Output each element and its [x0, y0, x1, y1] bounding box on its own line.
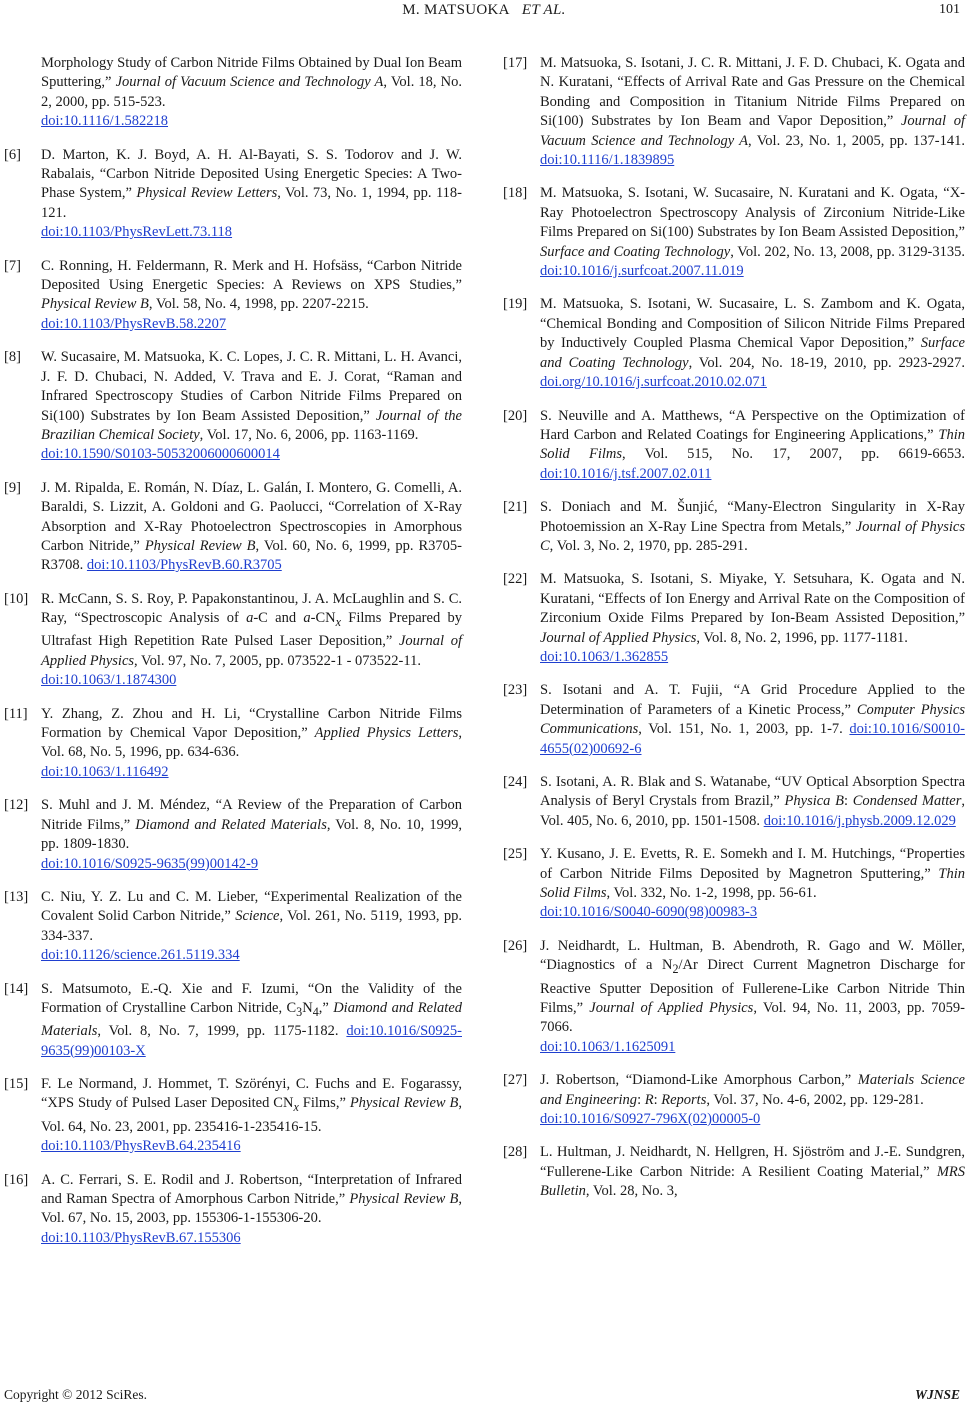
reference-continuation: [4, 54, 462, 132]
reference-number: [22]: [503, 571, 528, 588]
reference-number: [6]: [4, 146, 21, 163]
reference-entry: [503, 773, 965, 831]
reference-text: M. Matsuoka, S. Isotani, J. C. R. Mittani, J. F. D. Chubaci, K. Ogata and N. Kuratani, “Effects of Arrival Rate and Gas Pressure on the Chemical Bonding and Composition in Titanium Nitride Films Prepared on Si(100) Substrates by Ion Beam and Vapor Deposition,” Journal of Vacuum Science and Technology A, Vol. 23, No. 1, 2005, pp. 137-141. doi:10.1116/1.1839895: [540, 55, 966, 169]
reference-text: D. Marton, K. J. Boyd, A. H. Al-Bayati, S. S. Todorov and J. W. Rabalais, “Carbon Nitride Deposited Using Energetic Species: A Two-Phase System,” Physical Review Letters, Vol. 73, No. 1, 1994, pp. 118-121. doi:10.1103/PhysRevLett.73.118: [41, 146, 462, 241]
reference-entry: [4, 146, 462, 243]
header-et-al: ET AL.: [521, 2, 566, 18]
doi-link[interactable]: doi:10.1063/1.116492: [41, 763, 169, 780]
reference-entry: [503, 184, 965, 281]
references-right-column: [503, 54, 965, 1216]
reference-number: [14]: [4, 980, 29, 997]
doi-link[interactable]: doi:10.1016/S0925-9635(99)00103-X: [41, 1023, 462, 1059]
reference-entry: [4, 980, 462, 1062]
reference-text: L. Hultman, J. Neidhardt, N. Hellgren, H. Sjöström and J.-E. Sundgren, “Fullerene-Like Carbon Nitride: A Resilient Coating Material,” MRS Bulletin, Vol. 28, No. 3,: [540, 1144, 965, 1200]
reference-entry: [503, 407, 965, 485]
reference-entry: [4, 479, 462, 576]
running-title: [0, 2, 968, 19]
reference-entry: [4, 705, 462, 783]
reference-entry: [4, 1171, 462, 1249]
reference-text: W. Sucasaire, M. Matsuoka, K. C. Lopes, J. C. R. Mittani, L. H. Avanci, J. F. D. Chubaci, N. Added, V. Trava and E. J. Corat, “Raman and Infrared Spectroscopy Studies of Carbon Nitride Films Prepared on Si(100) Substrates by Ion Beam Assisted Deposition,” Journal of the Brazilian Chemical Society, Vol. 17, No. 6, 2006, pp. 1163-1169. doi:10.1590/S0103-50532006000600014: [41, 349, 462, 463]
doi-link[interactable]: doi:10.1016/S0925-9635(99)00142-9: [41, 855, 259, 872]
reference-number: [27]: [503, 1072, 528, 1089]
journal-abbreviation: WJNSE: [914, 1387, 960, 1402]
reference-entry: [503, 295, 965, 392]
reference-text: M. Matsuoka, S. Isotani, W. Sucasaire, L. S. Zambom and K. Ogata, “Chemical Bonding and Composition of Silicon Nitride Films Prepared by Inductively Coupled Plasma Chemical Vapor Deposition,” Surface and Coating Technology, Vol. 204, No. 18-19, 2010, pp. 2923-2927. doi.org/10.1016/j.surfcoat.2010.02.071: [540, 296, 965, 391]
reference-text: R. McCann, S. S. Roy, P. Papakonstantinou, J. A. McLaughlin and S. C. Ray, “Spectroscopic Analysis of a-C and $a-CN_x$ Films Prepared by Ultrafast High Repetition Rate Pulsed Laser Deposition,” Journal of Applied Physics, Vol. 97, No. 7, 2005, pp. 073522-1 - 073522-11. doi:10.1063/1.1874300: [41, 590, 463, 689]
reference-number: [19]: [503, 296, 528, 313]
reference-text: S. Neuville and A. Matthews, “A Perspective on the Optimization of Hard Carbon and Related Coatings for Engineering Applications,” Thin Solid Films, Vol. 515, No. 17, 2007, pp. 6619-6653. doi:10.1016/j.tsf.2007.02.011: [540, 407, 965, 482]
reference-text: S. Doniach and M. Šunjić, “Many-Electron Singularity in X-Ray Photoemission an X-Ray Line Spectra from Metals,” Journal of Physics C, Vol. 3, No. 2, 1970, pp. 285-291.: [540, 499, 965, 554]
reference-entry: [4, 590, 462, 691]
reference-text: S. Isotani and A. T. Fujii, “A Grid Procedure Applied to the Determination of Parameters of a Kinetic Process,” Computer Physics Communications, Vol. 151, No. 1, 2003, pp. 1-7. doi:10.1016/S0010-4655(02)00692-6: [540, 682, 965, 757]
reference-text: M. Matsuoka, S. Isotani, S. Miyake, Y. Setsuhara, K. Ogata and N. Kuratani, “Effects of Ion Energy and Arrival Rate on the Composition of Zirconium Oxide Films Prepared by Ion-Beam Assisted Deposition,” Journal of Applied Physics, Vol. 8, No. 2, 1996, pp. 1177-1181. doi:10.1063/1.362855: [540, 571, 965, 665]
reference-number: [13]: [4, 888, 29, 905]
doi-link[interactable]: doi:10.1126/science.261.5119.334: [41, 947, 240, 964]
doi-link[interactable]: doi:10.1116/1.582218: [41, 113, 169, 130]
reference-text: S. Isotani, A. R. Blak and S. Watanabe, “UV Optical Absorption Spectra Analysis of Beryl Crystals from Brazil,” Physica B: Condensed Matter, Vol. 405, No. 6, 2010, pp. 1501-1508. doi:10.1016/j.physb.2009.12.029: [540, 774, 966, 829]
reference-text: J. M. Ripalda, E. Román, N. Díaz, L. Galán, I. Montero, G. Comelli, A. Baraldi, S. Lizzit, A. Goldoni and G. Paolucci, “Correlation of X-Ray Absorption and X-Ray Photoelectron Spectroscopies in Amorphous Carbon Nitride,” Physical Review B, Vol. 60, No. 6, 1999, pp. R3705-R3708. doi:10.1103/PhysRevB.60.R3705: [41, 479, 462, 574]
doi-link[interactable]: doi:10.1016/j.physb.2009.12.029: [763, 812, 956, 829]
reference-number: [17]: [503, 55, 528, 71]
doi-link[interactable]: doi:10.1016/S0010-4655(02)00692-6: [540, 721, 965, 757]
reference-text: S. Muhl and J. M. Méndez, “A Review of the Preparation of Carbon Nitride Films,” Diamond and Related Materials, Vol. 8, No. 10, 1999, pp. 1809-1830. doi:10.1016/S0925-9635(99)00142-9: [41, 797, 462, 872]
header-author: M. MATSUOKA: [402, 2, 510, 18]
reference-number: [23]: [503, 682, 528, 699]
doi-link[interactable]: doi:10.1016/j.tsf.2007.02.011: [540, 465, 712, 482]
doi-link[interactable]: doi:10.1016/S0040-6090(98)00983-3: [540, 904, 758, 921]
reference-entry: [503, 54, 965, 170]
reference-text: M. Matsuoka, S. Isotani, W. Sucasaire, N. Kuratani and K. Ogata, “X-Ray Photoelectron Spectroscopy Analysis of Zirconium Nitride-Like Films Prepared on Si(100) Substrates by Ion Beam Assisted Deposition,” Surface and Coating Technology, Vol. 202, No. 13, 2008, pp. 3129-3135. doi:10.1016/j.surfcoat.2007.11.019: [540, 185, 965, 280]
reference-text: Y. Zhang, Z. Zhou and H. Li, “Crystalline Carbon Nitride Films Formation by Chemical Vapor Deposition,” Applied Physics Letters, Vol. 68, No. 5, 1996, pp. 634-636. doi:10.1063/1.116492: [41, 705, 462, 780]
reference-entry: [503, 570, 965, 667]
reference-number: [16]: [4, 1171, 29, 1188]
reference-text: Y. Kusano, J. E. Evetts, R. E. Somekh and I. M. Hutchings, “Properties of Carbon Nitride Films Deposited by Magnetron Sputtering,” Thin Solid Films, Vol. 332, No. 1-2, 1998, pp. 56-61. doi:10.1016/S0040-6090(98)00983-3: [540, 846, 965, 921]
copyright-notice: Copyright © 2012 SciRes.: [4, 1387, 148, 1402]
doi-link[interactable]: doi:10.1590/S0103-50532006000600014: [41, 446, 280, 463]
doi-link[interactable]: doi:10.1016/S0927-796X(02)00005-0: [540, 1110, 761, 1127]
reference-number: [21]: [503, 499, 528, 516]
reference-entry: [503, 681, 965, 759]
doi-link[interactable]: doi:10.1063/1.1625091: [540, 1038, 676, 1055]
doi-link[interactable]: doi:10.1103/PhysRevB.60.R3705: [86, 557, 282, 574]
reference-text: Morphology Study of Carbon Nitride Films Obtained by Dual Ion Beam Sputtering,” Journal of Vacuum Science and Technology A, Vol. 18, No. 2, 2000, pp. 515-523. doi:10.1116/1.582218: [41, 55, 462, 130]
reference-number: [7]: [4, 257, 21, 274]
reference-text: A. C. Ferrari, S. E. Rodil and J. Robertson, “Interpretation of Infrared and Raman Spectra of Amorphous Carbon Nitride,” Physical Review B, Vol. 67, No. 15, 2003, pp. 155306-1-155306-20. doi:10.1103/PhysRevB.67.155306: [41, 1171, 462, 1246]
reference-number: [11]: [4, 705, 28, 722]
doi-link[interactable]: doi:10.1103/PhysRevLett.73.118: [41, 224, 233, 241]
reference-entry: [503, 937, 965, 1057]
references-left-column: [4, 54, 462, 1262]
reference-entry: [4, 796, 462, 874]
reference-number: [9]: [4, 479, 21, 496]
reference-entry: [503, 845, 965, 923]
reference-number: [10]: [4, 590, 29, 607]
reference-text: S. Matsumoto, E.-Q. Xie and F. Izumi, “On the Validity of the Formation of Crystalline Carbon Nitride, $C_3N_4$,” Diamond and Related Materials, Vol. 8, No. 7, 1999, pp. 1175-1182. doi:10.1016/S0925-9635(99)00103-X: [41, 980, 462, 1059]
page-footer: [0, 1387, 968, 1407]
reference-number: [18]: [503, 185, 528, 202]
reference-number: [15]: [4, 1076, 29, 1093]
doi-link[interactable]: doi:10.1103/PhysRevB.58.2207: [41, 315, 227, 332]
doi-link[interactable]: doi.org/10.1016/j.surfcoat.2010.02.071: [540, 374, 767, 391]
reference-text: F. Le Normand, J. Hommet, T. Szörényi, C. Fuchs and E. Fogarassy, “XPS Study of Pulsed Laser Deposited $CN_x$ Films,” Physical Review B, Vol. 64, No. 23, 2001, pp. 235416-1-235416-15. doi:10.1103/PhysRevB.64.235416: [41, 1076, 462, 1155]
reference-entry: [4, 257, 462, 335]
reference-entry: [4, 1075, 462, 1157]
doi-link[interactable]: doi:10.1116/1.1839895: [540, 152, 675, 169]
doi-link[interactable]: doi:10.1103/PhysRevB.64.235416: [41, 1138, 241, 1155]
reference-entry: [4, 348, 462, 464]
page-number: 101: [939, 2, 960, 17]
reference-number: [12]: [4, 797, 29, 814]
reference-entry: [4, 888, 462, 966]
reference-entry: [503, 1143, 965, 1201]
doi-link[interactable]: doi:10.1103/PhysRevB.67.155306: [41, 1229, 241, 1246]
doi-link[interactable]: doi:10.1016/j.surfcoat.2007.11.019: [540, 263, 744, 280]
reference-number: [28]: [503, 1144, 528, 1161]
reference-number: [8]: [4, 349, 21, 366]
doi-link[interactable]: doi:10.1063/1.362855: [540, 648, 669, 665]
doi-link[interactable]: doi:10.1063/1.1874300: [41, 672, 177, 689]
reference-text: J. Neidhardt, L. Hultman, B. Abendroth, R. Gago and W. Möller, “Diagnostics of a $N_2/Ar$ Direct Current Magnetron Discharge for Reactive Sputter Deposition of Fullerene-Like Carbon Nitride Thin Films,” Journal of Applied Physics, Vol. 94, No. 11, 2003, pp. 7059-7066. doi:10.1063/1.1625091: [540, 937, 965, 1055]
reference-text: J. Robertson, “Diamond-Like Amorphous Carbon,” Materials Science and Engineering: R: Reports, Vol. 37, No. 4-6, 2002, pp. 129-281. doi:10.1016/S0927-796X(02)00005-0: [540, 1072, 965, 1127]
reference-text: C. Niu, Y. Z. Lu and C. M. Lieber, “Experimental Realization of the Covalent Solid Carbon Nitride,” Science, Vol. 261, No. 5119, 1993, pp. 334-337. doi:10.1126/science.261.5119.334: [41, 888, 462, 964]
reference-text: C. Ronning, H. Feldermann, R. Merk and H. Hofsäss, “Carbon Nitride Deposited Using Energetic Species: A Reviews on XPS Studies,” Physical Review B, Vol. 58, No. 4, 1998, pp. 2207-2215. doi:10.1103/PhysRevB.58.2207: [41, 257, 462, 332]
reference-number: [20]: [503, 407, 528, 424]
reference-entry: [503, 1071, 965, 1129]
reference-entry: [503, 498, 965, 556]
running-header: [0, 2, 968, 24]
reference-number: [24]: [503, 774, 528, 790]
reference-number: [25]: [503, 846, 528, 863]
reference-number: [26]: [503, 937, 528, 954]
